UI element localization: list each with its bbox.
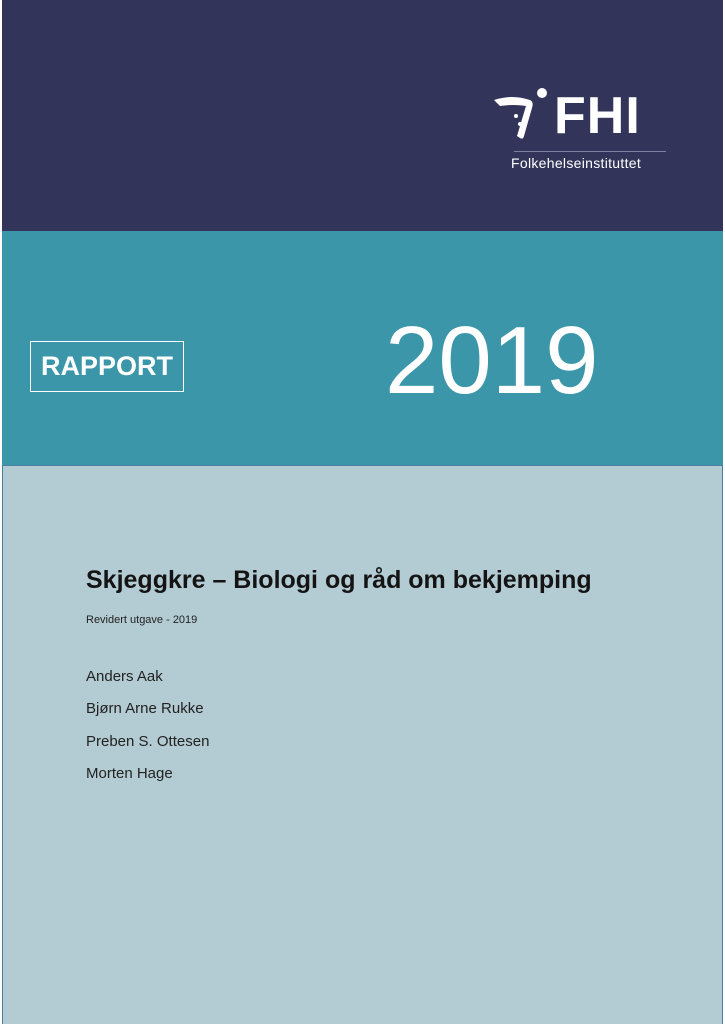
fhi-institute-name: Folkehelseinstituttet [511,155,642,171]
author-name: Morten Hage [86,764,173,782]
report-title: Skjeggkre – Biologi og råd om bekjemping [86,566,592,594]
author-name: Bjørn Arne Rukke [86,700,204,718]
report-year: 2019 [385,307,599,414]
fhi-wordmark: FHI [554,87,641,145]
logo-divider [514,151,666,152]
author-name: Preben S. Ottesen [86,732,210,750]
report-edition: Revidert utgave - 2019 [86,614,198,626]
report-type-label: RAPPORT [30,341,184,392]
fhi-figure-icon [490,86,550,146]
author-list [86,666,209,795]
fhi-logo [490,86,670,176]
author-name: Anders Aak [86,668,163,685]
